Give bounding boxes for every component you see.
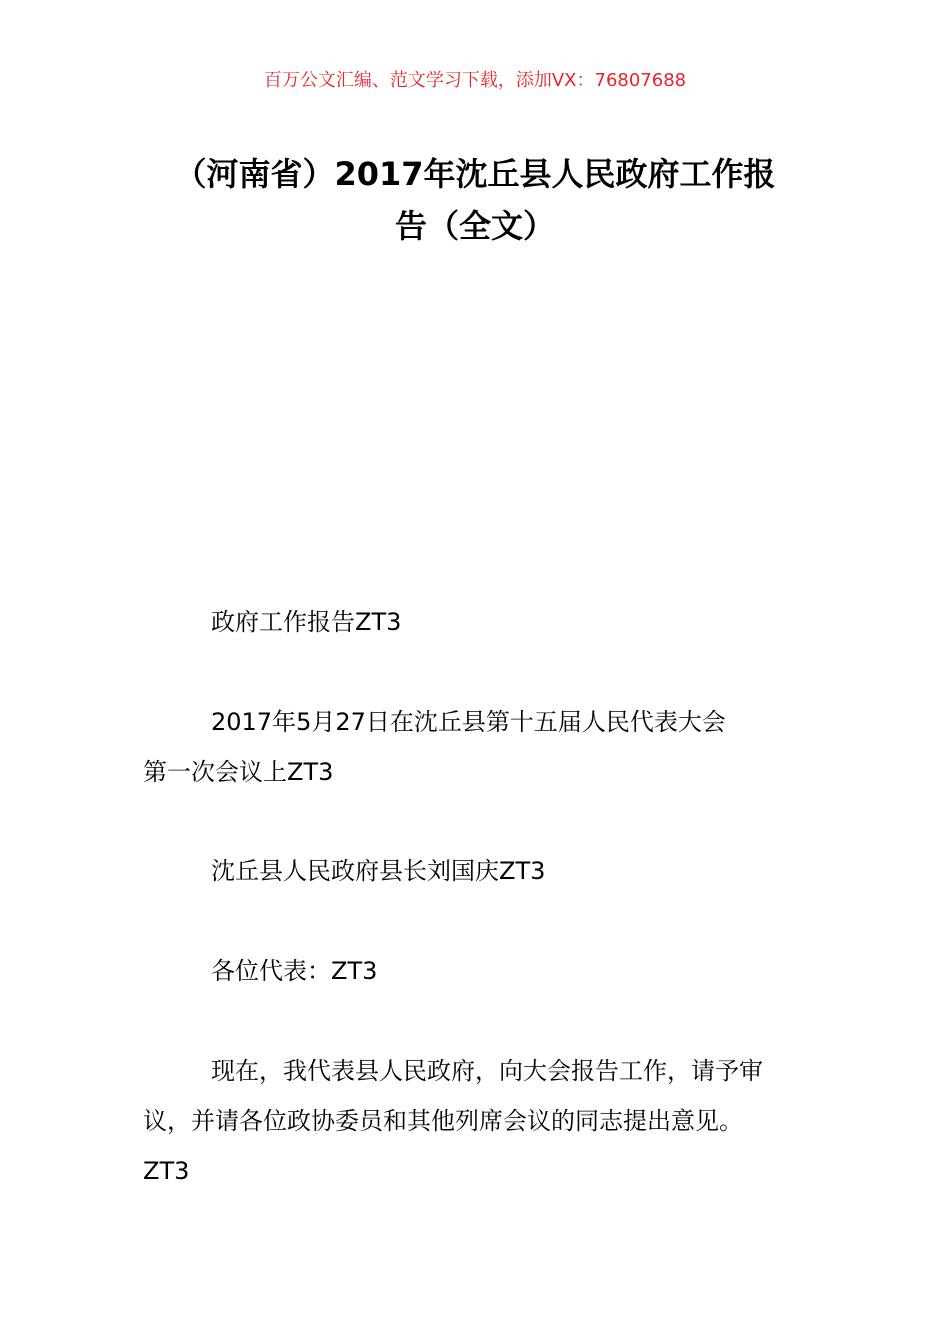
opening-line-1: 现在，我代表县人民政府，向大会报告工作，请予审 (211, 1057, 763, 1085)
report-heading-paragraph (143, 597, 823, 647)
opening-line-2: 议，并请各位政协委员和其他列席会议的同志提出意见。 (143, 1107, 743, 1135)
document-title-line-2: 告（全文） (394, 207, 555, 245)
meeting-date-line-1: 2017年5月27日在沈丘县第十五届人民代表大会 (211, 708, 726, 736)
meeting-date-line-2: 第一次会议上ZT3 (143, 758, 334, 786)
speaker-text: 沈丘县人民政府县长刘国庆ZT3 (211, 857, 546, 885)
opening-line-3: ZT3 (143, 1157, 190, 1185)
document-title (140, 148, 810, 252)
salutation-text: 各位代表：ZT3 (211, 957, 378, 985)
document-title-line-1: （河南省）2017年沈丘县人民政府工作报 (174, 155, 776, 193)
opening-paragraph (143, 1046, 823, 1196)
meeting-date-paragraph (143, 697, 823, 797)
salutation-paragraph (143, 946, 823, 996)
report-heading-text: 政府工作报告ZT3 (211, 608, 402, 636)
speaker-paragraph (143, 846, 823, 896)
download-notice: 百万公文汇编、范文学习下载，添加VX：76807688 (263, 70, 687, 91)
